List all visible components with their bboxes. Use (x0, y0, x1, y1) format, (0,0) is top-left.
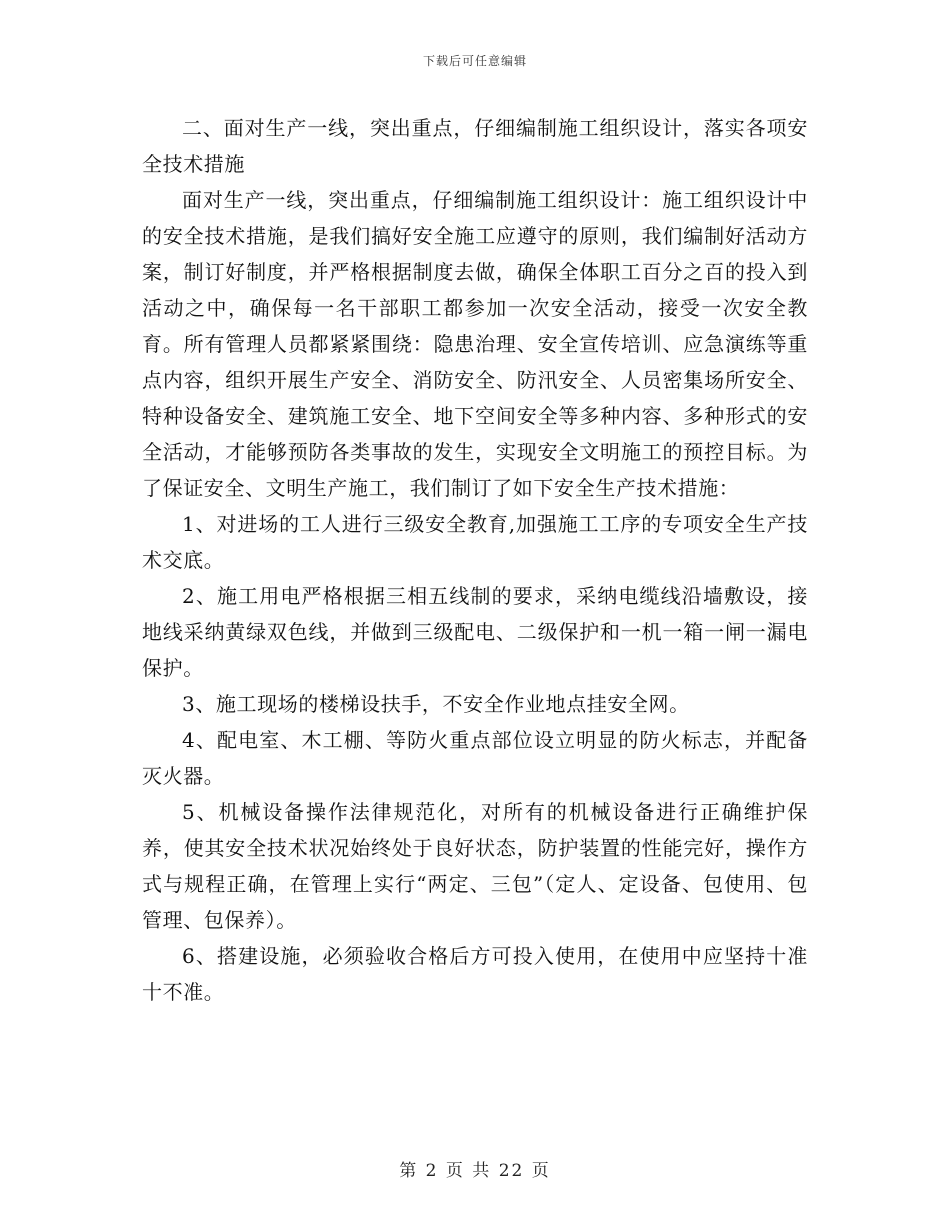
list-item: 6、搭建设施，必须验收合格后方可投入使用，在使用中应坚持十准十不准。 (142, 944, 808, 1004)
document-body (142, 110, 808, 1010)
section-heading: 二、面对生产一线，突出重点，仔细编制施工组织设计，落实各项安全技术措施 (142, 116, 808, 176)
list-item: 1、对进场的工人进行三级安全教育,加强施工工序的专项安全生产技术交底。 (142, 512, 808, 572)
paragraph: 面对生产一线，突出重点，仔细编制施工组织设计：施工组织设计中的安全技术措施，是我们搞好安全施工应遵守的原则，我们编制好活动方案，制订好制度，并严格根据制度去做，确保全体职工百分之百的投入到活动之中，确保每一名干部职工都参加一次安全活动，接受一次安全教育。所有管理人员都紧紧围绕：隐患治理、安全宣传培训、应急演练等重点内容，组织开展生产安全、消防安全、防汛安全、人员密集场所安全、特种设备安全、建筑施工安全、地下空间安全等多种内容、多种形式的安全活动，才能够预防各类事故的发生，实现安全文明施工的预控目标。为了保证安全、文明生产施工，我们制订了如下安全生产技术措施： (142, 188, 808, 500)
page-number-footer: 第 2 页 共 22 页 (399, 1161, 551, 1181)
page-header: 下载后可任意编辑 (422, 54, 527, 68)
list-item: 2、施工用电严格根据三相五线制的要求，采纳电缆线沿墙敷设，接地线采纳黄绿双色线，并做到三级配电、二级保护和一机一箱一闸一漏电保护。 (142, 584, 808, 680)
list-item: 3、施工现场的楼梯设扶手，不安全作业地点挂安全网。 (182, 692, 690, 716)
list-item: 5、机械设备操作法律规范化，对所有的机械设备进行正确维护保养，使其安全技术状况始终处于良好状态，防护装置的性能完好，操作方式与规程正确，在管理上实行“两定、三包”（定人、定设备、包使用、包管理、包保养）。 (142, 800, 808, 932)
list-item: 4、配电室、木工棚、等防火重点部位设立明显的防火标志，并配备灭火器。 (142, 728, 808, 788)
